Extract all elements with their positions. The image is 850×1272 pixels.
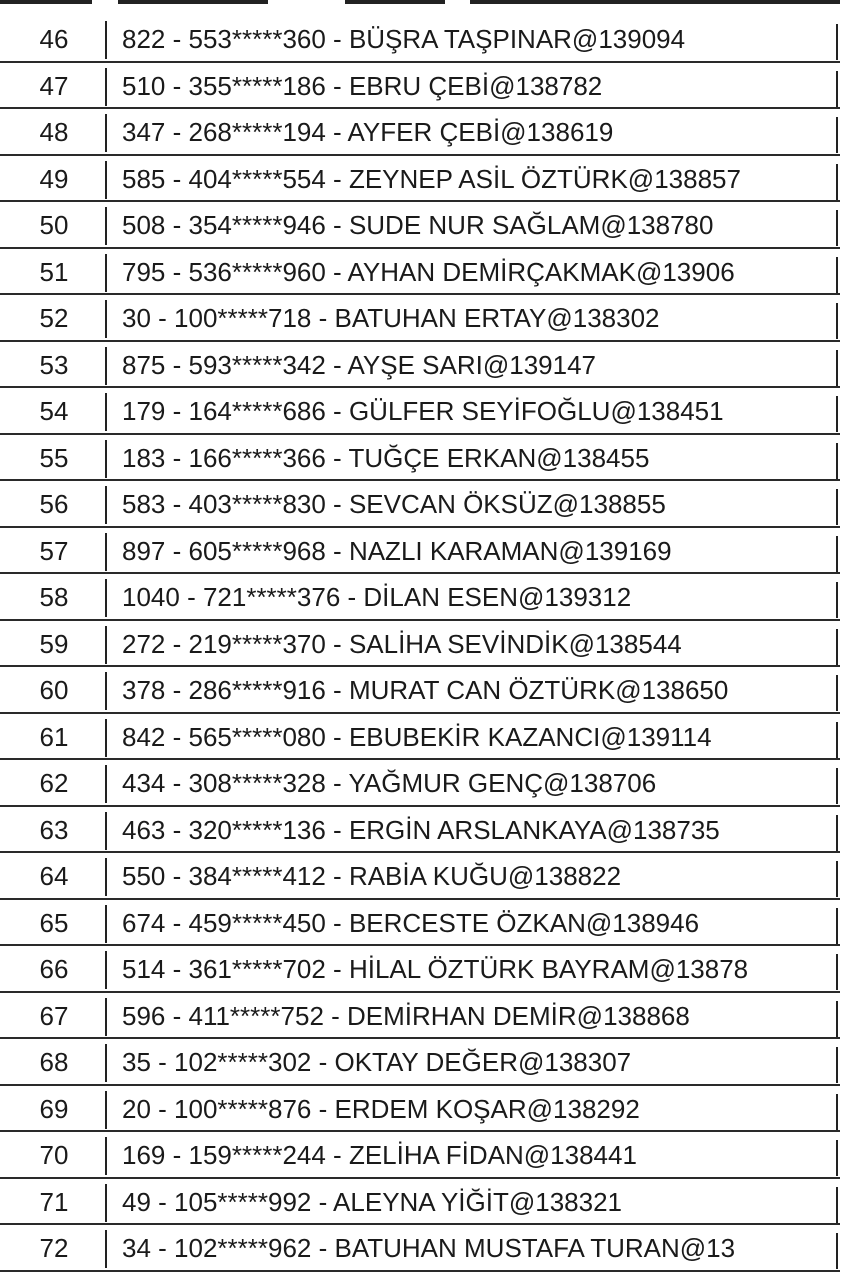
row-entry: 514 - 361*****702 - HİLAL ÖZTÜRK BAYRAM@13878	[122, 954, 749, 984]
right-border	[836, 443, 838, 479]
row-number: 65	[39, 907, 69, 938]
column-divider	[105, 719, 107, 757]
right-border	[836, 396, 838, 432]
column-divider	[105, 68, 107, 106]
row-entry: 596 - 411*****752 - DEMİRHAN DEMİR@138868	[122, 1000, 690, 1031]
row-entry: 897 - 605*****968 - NAZLI KARAMAN@139169	[122, 535, 672, 566]
column-divider	[105, 1091, 107, 1129]
table-row	[0, 574, 850, 621]
row-entry: 508 - 354*****946 - SUDE NUR SAĞLAM@138780	[122, 210, 714, 240]
column-divider	[105, 765, 107, 803]
column-divider	[105, 905, 107, 943]
row-entry: 378 - 286*****916 - MURAT CAN ÖZTÜRK@138650	[122, 675, 729, 705]
row-number: 67	[39, 1000, 69, 1031]
top-border	[0, 0, 850, 4]
row-entry: 550 - 384*****412 - RABİA KUĞU@138822	[122, 861, 622, 891]
right-border	[836, 536, 838, 572]
row-number: 59	[39, 628, 69, 659]
right-border	[836, 303, 838, 339]
column-divider	[105, 998, 107, 1036]
column-divider	[105, 858, 107, 896]
row-number: 69	[39, 1093, 69, 1124]
right-border	[836, 582, 838, 618]
table-row	[0, 388, 850, 435]
table-row	[0, 156, 850, 203]
row-number: 70	[39, 1140, 69, 1170]
row-entry: 20 - 100*****876 - ERDEM KOŞAR@138292	[122, 1093, 640, 1124]
column-divider	[105, 1044, 107, 1082]
row-entry: 34 - 102*****962 - BATUHAN MUSTAFA TURAN@13	[122, 1233, 736, 1263]
row-number: 58	[39, 582, 69, 612]
row-number: 50	[39, 210, 69, 240]
table-row	[0, 342, 850, 389]
row-number: 52	[39, 303, 69, 333]
row-entry: 30 - 100*****718 - BATUHAN ERTAY@138302	[122, 303, 660, 333]
column-divider	[105, 486, 107, 524]
row-number: 49	[39, 163, 69, 194]
row-entry: 1040 - 721*****376 - DİLAN ESEN@139312	[122, 582, 632, 612]
row-entry: 434 - 308*****328 - YAĞMUR GENÇ@138706	[122, 768, 657, 798]
table-row	[0, 1039, 850, 1086]
column-divider	[105, 1137, 107, 1175]
right-border	[836, 24, 838, 60]
row-entry: 795 - 536*****960 - AYHAN DEMİRÇAKMAK@13906	[122, 256, 735, 287]
right-border	[836, 675, 838, 711]
row-entry: 510 - 355*****186 - EBRU ÇEBİ@138782	[122, 70, 603, 101]
table-row	[0, 667, 850, 714]
table-row	[0, 63, 850, 110]
row-number: 68	[39, 1047, 69, 1077]
column-divider	[105, 579, 107, 617]
row-number: 53	[39, 349, 69, 380]
row-number: 48	[39, 117, 69, 147]
column-divider	[105, 21, 107, 59]
column-divider	[105, 951, 107, 989]
row-number: 61	[39, 721, 69, 752]
right-border	[836, 164, 838, 200]
column-divider	[105, 626, 107, 664]
right-border	[836, 815, 838, 851]
column-divider	[105, 347, 107, 385]
right-border	[836, 489, 838, 525]
right-border	[836, 117, 838, 153]
table-row	[0, 714, 850, 761]
right-border	[836, 861, 838, 897]
row-entry: 272 - 219*****370 - SALİHA SEVİNDİK@138544	[122, 628, 682, 659]
column-divider	[105, 440, 107, 478]
column-divider	[105, 1184, 107, 1222]
row-number: 62	[39, 768, 69, 798]
right-border	[836, 629, 838, 665]
right-border	[836, 71, 838, 107]
table-row	[0, 760, 850, 807]
row-number: 66	[39, 954, 69, 984]
row-entry: 842 - 565*****080 - EBUBEKİR KAZANCI@139114	[122, 721, 712, 752]
table-row	[0, 109, 850, 156]
row-entry: 179 - 164*****686 - GÜLFER SEYİFOĞLU@138451	[122, 396, 724, 426]
row-entry: 674 - 459*****450 - BERCESTE ÖZKAN@138946	[122, 907, 700, 938]
table-row	[0, 202, 850, 249]
right-border	[836, 954, 838, 990]
row-number: 51	[39, 256, 69, 287]
table-row	[0, 481, 850, 528]
row-number: 46	[39, 24, 69, 54]
column-divider	[105, 254, 107, 292]
row-entry: 347 - 268*****194 - AYFER ÇEBİ@138619	[122, 117, 614, 147]
right-border	[836, 1140, 838, 1176]
table-row	[0, 853, 850, 900]
right-border	[836, 350, 838, 386]
row-entry: 585 - 404*****554 - ZEYNEP ASİL ÖZTÜRK@138857	[122, 163, 741, 194]
row-entry: 583 - 403*****830 - SEVCAN ÖKSÜZ@138855	[122, 489, 666, 519]
right-border	[836, 257, 838, 293]
column-divider	[105, 161, 107, 199]
right-border	[836, 1001, 838, 1037]
right-border	[836, 1187, 838, 1223]
column-divider	[105, 672, 107, 710]
row-entry: 875 - 593*****342 - AYŞE SARI@139147	[122, 349, 597, 380]
right-border	[836, 1233, 838, 1269]
row-number: 64	[39, 861, 69, 891]
column-divider	[105, 207, 107, 245]
right-border	[836, 768, 838, 804]
row-number: 63	[39, 814, 69, 845]
table-row	[0, 1086, 850, 1133]
column-divider	[105, 812, 107, 850]
column-divider	[105, 114, 107, 152]
table-row	[0, 993, 850, 1040]
column-divider	[105, 533, 107, 571]
table-row	[0, 1179, 850, 1226]
table-row	[0, 295, 850, 342]
right-border	[836, 1094, 838, 1130]
row-entry: 183 - 166*****366 - TUĞÇE ERKAN@138455	[122, 442, 650, 473]
table-row	[0, 946, 850, 993]
table-row	[0, 16, 850, 63]
right-border	[836, 722, 838, 758]
right-border	[836, 210, 838, 246]
row-number: 55	[39, 442, 69, 473]
row-number: 72	[39, 1233, 69, 1263]
column-divider	[105, 393, 107, 431]
table-row	[0, 249, 850, 296]
right-border	[836, 908, 838, 944]
table-row	[0, 621, 850, 668]
column-divider	[105, 1230, 107, 1268]
row-number: 60	[39, 675, 69, 705]
row-entry: 169 - 159*****244 - ZELİHA FİDAN@138441	[122, 1140, 637, 1170]
right-border	[836, 1047, 838, 1083]
table-row	[0, 435, 850, 482]
table-row	[0, 528, 850, 575]
row-number: 57	[39, 535, 69, 566]
table-row	[0, 900, 850, 947]
table-row	[0, 1132, 850, 1179]
row-entry: 822 - 553*****360 - BÜŞRA TAŞPINAR@139094	[122, 24, 686, 54]
row-entry: 35 - 102*****302 - OKTAY DEĞER@138307	[122, 1047, 632, 1077]
table-row	[0, 807, 850, 854]
column-divider	[105, 300, 107, 338]
row-number: 54	[39, 396, 69, 426]
row-number: 71	[39, 1186, 69, 1217]
row-number: 47	[39, 70, 69, 101]
row-number: 56	[39, 489, 69, 519]
row-entry: 463 - 320*****136 - ERGİN ARSLANKAYA@138735	[122, 814, 720, 845]
row-entry: 49 - 105*****992 - ALEYNA YİĞİT@138321	[122, 1186, 623, 1217]
